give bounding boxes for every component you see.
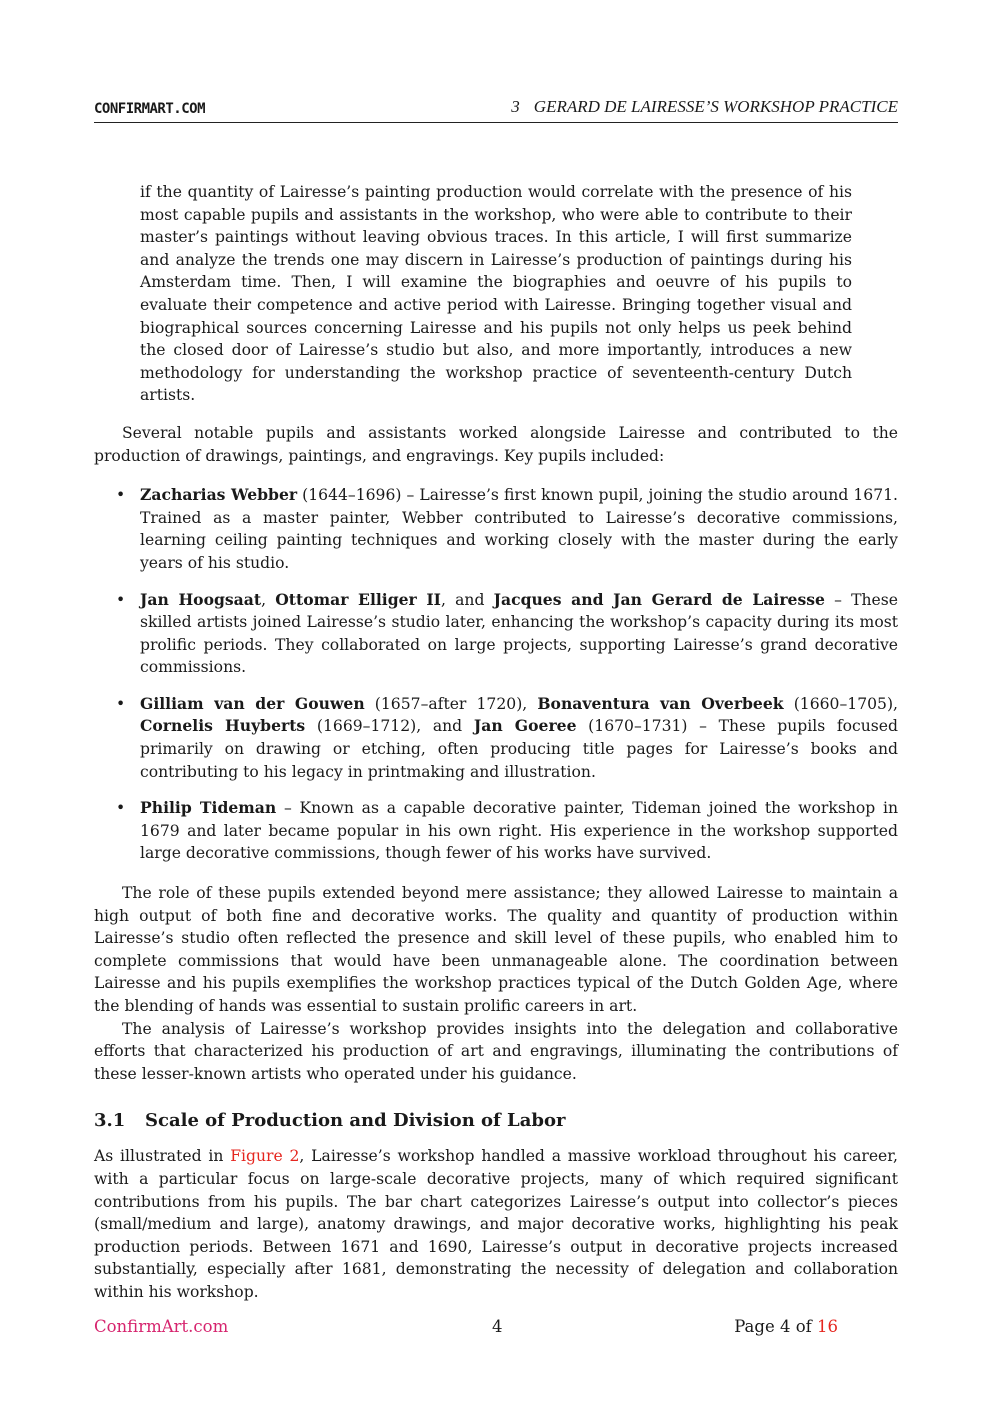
- footer-page-number: 4: [492, 1317, 503, 1336]
- page-header: [94, 96, 898, 123]
- figure-link[interactable]: Figure 2: [230, 1147, 300, 1166]
- pupil-name: Jacques and Jan Gerard de Lairesse: [493, 589, 825, 609]
- section-number: 3: [511, 97, 520, 116]
- role-paragraph: The role of these pupils extended beyond mere assistance; they allowed Lairesse to maintain a high output of both fine and decorative works. The quality and quantity of production within Lairesse’s studio often reflected the presence and skill level of these pupils, who enabled him to complete commissions that would have been unmanageable alone. The coordination between Lairesse and his pupils exemplifies the workshop practices typical of the Dutch Golden Age, where the blending of hands was essential to sustain prolific careers in art.: [94, 884, 898, 1015]
- list-text: (1657–after 1720),: [364, 694, 538, 713]
- list-text: – These skilled artists joined Lairesse’s studio later, enhancing the workshop’s capacity during its most prolific periods. They collaborated on large projects, supporting Lairesse’s grand decorative commissions.: [140, 590, 898, 677]
- pupil-name: Zacharias Webber: [140, 485, 298, 505]
- list-text: (1669–1712), and: [305, 717, 474, 736]
- pupil-name: Cornelis Huyberts: [140, 716, 306, 736]
- list-text: (1644–1696) – Lairesse’s first known pupil, joining the studio around 1671. Trained as a master painter, Webber contributed to Lairesse’s decorative commissions, learning ceiling painting techniques and working closely with the master during the early years of his studio.: [140, 486, 899, 572]
- running-head: [511, 96, 898, 119]
- bullet-icon: •: [116, 486, 126, 505]
- bullet-icon: •: [116, 799, 126, 818]
- page-content: [94, 181, 898, 1304]
- pupil-name: Bonaventura van Overbeek: [537, 693, 784, 713]
- pupil-name: Gilliam van der Gouwen: [140, 693, 365, 713]
- section-paragraph: [94, 1145, 898, 1303]
- list-text: ,: [261, 590, 276, 609]
- list-text: (1660–1705),: [783, 694, 899, 713]
- pupil-name: Jan Goeree: [473, 716, 577, 736]
- list-item: [94, 484, 898, 574]
- page-of-label: Page 4 of: [734, 1317, 817, 1336]
- pupil-name: Ottomar Elliger II: [275, 589, 441, 609]
- pupil-list: [94, 484, 898, 865]
- bullet-icon: •: [116, 590, 126, 609]
- subsection-number: 3.1: [94, 1110, 126, 1132]
- pupil-name: Philip Tideman: [140, 798, 277, 818]
- section-title: GERARD DE LAIRESSE’S WORKSHOP PRACTICE: [533, 97, 898, 116]
- analysis-paragraph: The analysis of Lairesse’s workshop provides insights into the delegation and collaborative efforts that characterized his production of art and engravings, illuminating the contributions of these lesser-known artists who operated under his guidance.: [94, 1019, 898, 1083]
- section-lead: As illustrated in: [94, 1147, 231, 1166]
- total-pages-link[interactable]: 16: [817, 1317, 838, 1336]
- subsection-title: Scale of Production and Division of Labor: [145, 1110, 566, 1132]
- footer-page-of: [734, 1316, 838, 1339]
- section-heading: [94, 1109, 898, 1133]
- list-item: [94, 693, 898, 783]
- pupil-name: Jan Hoogsaat: [140, 589, 262, 609]
- bullet-icon: •: [116, 694, 126, 713]
- list-text: (1670–1731) – These pupils focused primarily on drawing or etching, often producing title pages for Lairesse’s books and contributing to his legacy in printmaking and illustration.: [140, 717, 899, 781]
- list-item: [94, 589, 898, 679]
- page-footer: [94, 1316, 898, 1340]
- block-quote: if the quantity of Lairesse’s painting production would correlate with the presence of his most capable pupils and assistants in the workshop, who were able to contribute to their master’s paintings without leaving obvious traces. In this article, I will first summarize and analyze the trends one may discern in Lairesse’s production of paintings during his Amsterdam time. Then, I will examine the biographies and oeuvre of his pupils to evaluate their competence and active period with Lairesse. Bringing together visual and biographical sources concerning Lairesse and his pupils not only helps us peek behind the closed door of Lairesse’s studio but also, and more importantly, introduces a new methodology for understanding the workshop practice of seventeenth-century Dutch artists.: [140, 183, 852, 405]
- list-text: – Known as a capable decorative painter, Tideman joined the workshop in 1679 and later became popular in his own right. His experience in the workshop supported large decorative commissions, though fewer of his works have survived.: [140, 799, 898, 863]
- footer-site-link[interactable]: ConfirmArt.com: [94, 1317, 229, 1336]
- list-item: [94, 797, 898, 865]
- section-body: , Lairesse’s workshop handled a massive workload throughout his career, with a particular focus on large-scale decorative projects, many of which required significant contributions from his pupils. The bar chart categorizes Lairesse’s output into collector’s pieces (small/medium and large), anatomy drawings, and major decorative works, highlighting his peak production periods. Between 1671 and 1690, Lairesse’s output in decorative projects increased substantially, especially after 1681, demonstrating the necessity of delegation and collaboration within his workshop.: [94, 1147, 898, 1301]
- list-text: , and: [440, 590, 494, 609]
- site-logo: CONFIRMART.COM: [94, 101, 206, 117]
- intro-paragraph: Several notable pupils and assistants worked alongside Lairesse and contributed to the production of drawings, paintings, and engravings. Key pupils included:: [94, 423, 898, 465]
